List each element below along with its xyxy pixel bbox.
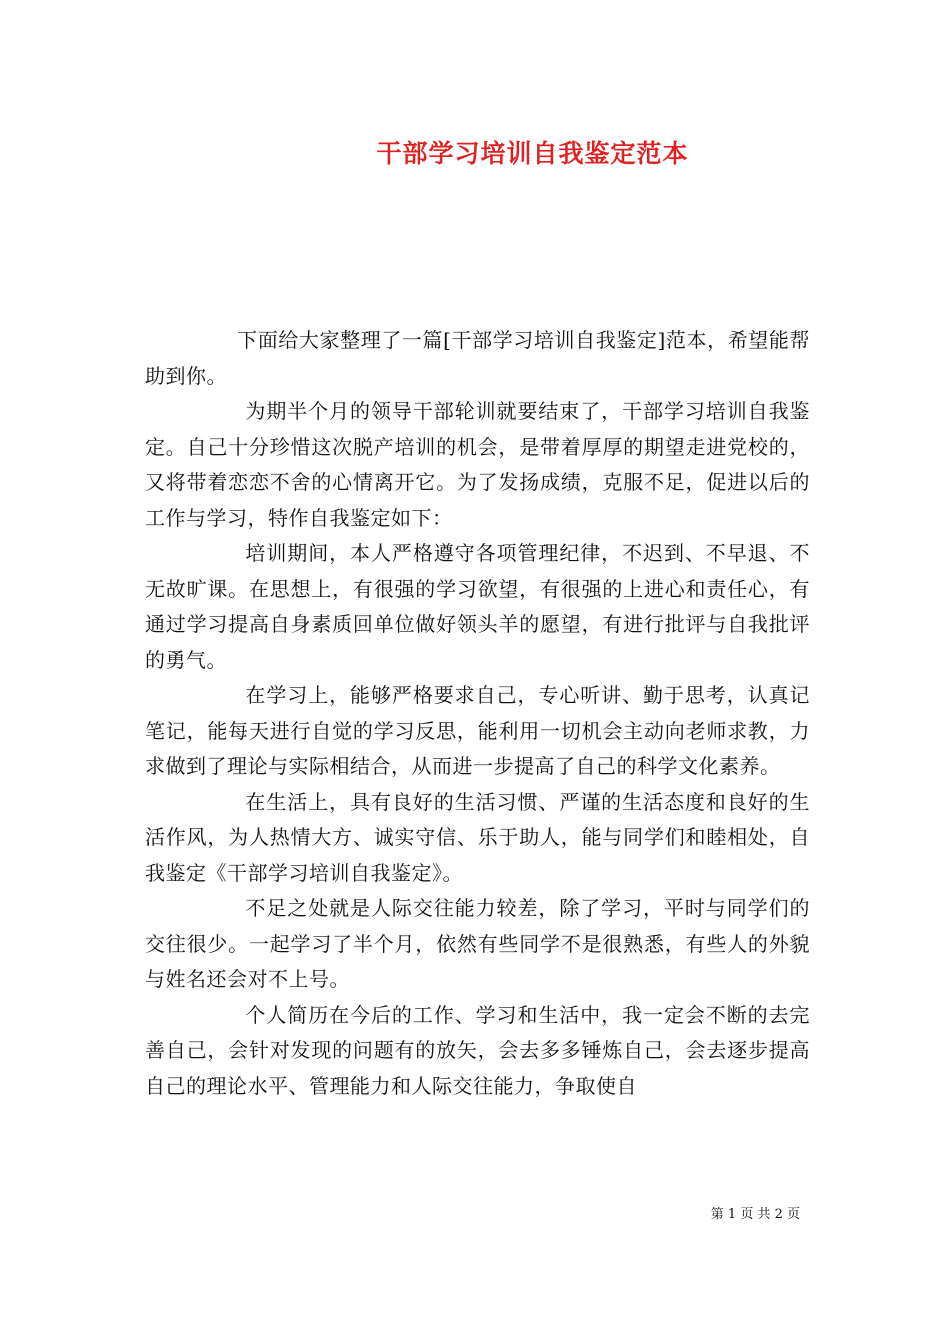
document-body [145, 323, 810, 1104]
paragraph-shortcomings [145, 891, 810, 998]
paragraph-text: 不足之处就是人际交往能力较差，除了学习，平时与同学们的交往很少。一起学习了半个月，依然有些同学不是很熟悉，有些人的外貌与姓名还会对不上号。 [145, 896, 810, 991]
document-title: 干部学习培训自我鉴定范本 [376, 139, 689, 168]
paragraph-life [145, 785, 810, 892]
page-indicator: 第 1 页 共 2 页 [710, 1207, 800, 1222]
paragraph-opening [145, 394, 810, 536]
paragraph-text: 培训期间，本人严格遵守各项管理纪律，不迟到、不早退、不无故旷课。在思想上，有很强的学习欲望，有很强的上进心和责任心，有通过学习提高自身素质回单位做好领头羊的愿望，有进行批评与自我批评的勇气。 [145, 541, 810, 672]
paragraph-text: 在生活上，具有良好的生活习惯、严谨的生活态度和良好的生活作风，为人热情大方、诚实守信、乐于助人，能与同学们和睦相处，自我鉴定《干部学习培训自我鉴定》。 [145, 789, 810, 885]
paragraph-text: 下面给大家整理了一篇[干部学习培训自我鉴定]范本，希望能帮助到你。 [145, 328, 810, 388]
paragraph-study [145, 678, 810, 785]
paragraph-text: 个人简历在今后的工作、学习和生活中，我一定会不断的去完善自己，会针对发现的问题有的放矢，会去多多锤炼自己，会去逐步提高自己的理论水平、管理能力和人际交往能力，争取使自 [145, 1002, 810, 1098]
paragraph-intro [145, 323, 810, 394]
paragraph-future [145, 998, 810, 1105]
paragraph-text: 为期半个月的领导干部轮训就要结束了，干部学习培训自我鉴定。自己十分珍惜这次脱产培训的机会，是带着厚厚的期望走进党校的，又将带着恋恋不舍的心情离开它。为了发扬成绩，克服不足，促进以后的工作与学习，特作自我鉴定如下： [145, 399, 810, 530]
paragraph-text: 在学习上，能够严格要求自己，专心听讲、勤于思考，认真记笔记，能每天进行自觉的学习反思，能利用一切机会主动向老师求教，力求做到了理论与实际相结合，从而进一步提高了自己的科学文化素养。 [145, 683, 810, 778]
paragraph-discipline [145, 536, 810, 678]
